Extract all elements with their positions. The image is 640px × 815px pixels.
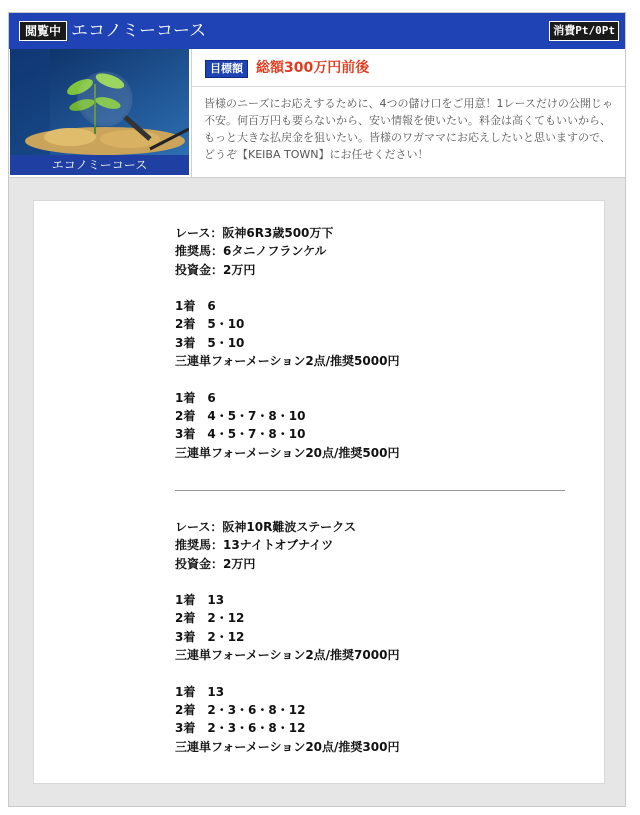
bet-line: 3着 2・3・6・8・12 xyxy=(175,721,306,736)
stake-amount: 投資金：2万円 xyxy=(175,556,256,571)
course-description: 皆様のニーズにお応えするために、4つの儲け口をご用意！1レースだけの公開じゃ不安。何百万円も要らないから、安い情報を使いたい。料金は高くてもいいから、もっと大きな払戻金を狙いたい。皆様のワガママにお応えしたいと思いますので、どうぞ【KEIBA TOWN】にお任せください！ xyxy=(204,97,613,161)
course-panel xyxy=(8,12,626,807)
bet-line: 2着 5・10 xyxy=(175,317,245,332)
thumbnail-caption: エコノミーコース xyxy=(10,155,189,175)
target-amount-row xyxy=(192,49,625,87)
recommended-horse: 推奨馬：6タニノフランケル xyxy=(175,244,327,259)
target-label: 目標額 xyxy=(205,60,248,78)
viewing-badge: 閲覧中 xyxy=(19,21,67,41)
stake-amount: 投資金：2万円 xyxy=(175,262,256,277)
bet-line: 1着 13 xyxy=(175,593,225,608)
bet-summary: 三連単フォーメーション20点/推奨500円 xyxy=(175,445,400,460)
section-divider xyxy=(175,490,565,491)
course-thumbnail xyxy=(10,49,189,155)
points-badge: 消費Pt/0Pt xyxy=(549,21,619,41)
bet-line: 1着 13 xyxy=(175,684,225,699)
course-details xyxy=(191,49,625,177)
bet-line: 3着 4・5・7・8・10 xyxy=(175,427,306,442)
bet-line: 2着 2・3・6・8・12 xyxy=(175,702,306,717)
race-pick-1 xyxy=(175,224,399,462)
race-name: レース：阪神6R3歳500万下 xyxy=(175,226,334,240)
bet-summary: 三連単フォーメーション2点/推奨5000円 xyxy=(175,354,400,369)
race-name: レース：阪神10R難波ステークス xyxy=(175,520,356,534)
picks-content xyxy=(33,200,605,784)
course-header xyxy=(9,13,625,50)
bet-line: 1着 6 xyxy=(175,390,216,405)
bet-summary: 三連単フォーメーション2点/推奨7000円 xyxy=(175,648,400,663)
bet-line: 1着 6 xyxy=(175,299,216,314)
course-info xyxy=(9,49,625,178)
recommended-horse: 推奨馬：13ナイトオブナイツ xyxy=(175,538,334,553)
bet-summary: 三連単フォーメーション20点/推奨300円 xyxy=(175,739,400,754)
race-pick-2 xyxy=(175,518,399,756)
bet-line: 3着 2・12 xyxy=(175,629,245,644)
course-title: エコノミーコース xyxy=(71,21,207,41)
bet-line: 3着 5・10 xyxy=(175,335,245,350)
money-plant-image xyxy=(10,49,189,155)
bet-line: 2着 2・12 xyxy=(175,611,245,626)
target-amount: 総額300万円前後 xyxy=(256,60,370,76)
bet-line: 2着 4・5・7・8・10 xyxy=(175,408,306,423)
